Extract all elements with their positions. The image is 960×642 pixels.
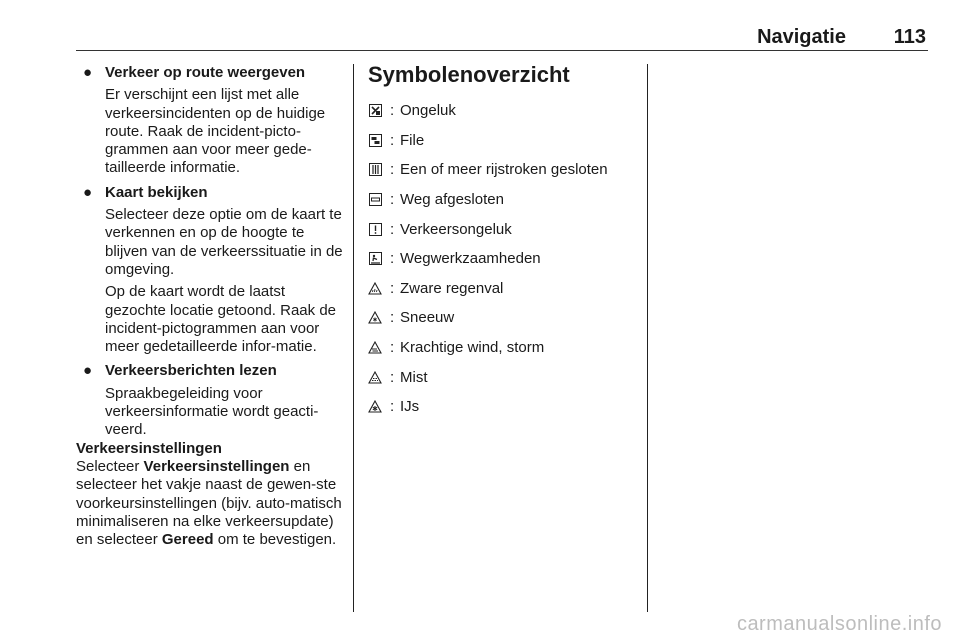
bullet-item — [76, 362, 344, 439]
snow-icon — [368, 311, 382, 325]
symbol-label: Zware regenval — [400, 279, 504, 297]
bullet-title: Verkeer op route weergeven — [105, 64, 306, 81]
symbol-label: Krachtige wind, storm — [400, 339, 545, 357]
ice-icon — [368, 400, 382, 414]
symbol-row: : Krachtige wind, storm — [368, 333, 640, 363]
bullet-item — [76, 64, 344, 178]
section-heading: Verkeersinstellingen — [76, 439, 222, 457]
symbol-row: : Een of meer rijstroken gesloten — [368, 155, 640, 185]
menu-term: Gereed — [161, 531, 214, 549]
symbol-row: : Sneeuw — [368, 303, 640, 333]
symbol-label: Ongeluk — [400, 102, 456, 120]
symbol-label: Weg afgesloten — [400, 191, 504, 209]
settings-paragraph: Selecteer Verkeersinstellingen en selecteer het vakje naast de gewen-ste voorkeursinstellingen (bijv. auto-matisch minimaliseren na elke verkeersupdate) en selecteer Gereed om te bevestigen. — [76, 457, 342, 549]
traffic-incident-icon — [368, 222, 382, 236]
strong-wind-icon — [368, 341, 382, 355]
column-divider — [353, 64, 354, 612]
symbol-label: Een of meer rijstroken gesloten — [400, 161, 608, 179]
bullet-text: Spraakbegeleiding voor verkeersinformatie wordt geacti-veerd. — [105, 384, 319, 439]
symbol-label: IJs — [400, 398, 420, 416]
symbol-row: : Ongeluk — [368, 96, 640, 126]
roadworks-icon — [368, 252, 382, 266]
accident-icon — [368, 104, 382, 118]
bullet-item — [76, 184, 344, 357]
bullet-title: Verkeersberichten lezen — [105, 362, 277, 380]
symbol-label: Sneeuw — [400, 309, 455, 327]
bullet-dot-icon: ● — [83, 362, 93, 380]
bullet-text: Er verschijnt een lijst met alle verkeersincidenten op de huidige route. Raak de incident-picto-grammen aan voor meer gede-tailleerde informatie. — [105, 86, 326, 177]
bullet-dot-icon: ● — [83, 183, 93, 201]
symbol-label: File — [400, 131, 425, 149]
symbol-row: : File — [368, 126, 640, 156]
left-column — [76, 64, 344, 549]
road-closed-icon — [368, 193, 382, 207]
symbol-row: : Wegwerkzaamheden — [368, 244, 640, 274]
fog-icon — [368, 370, 382, 384]
symbol-row: : Verkeersongeluk — [368, 214, 640, 244]
page-header — [76, 24, 928, 51]
symbol-row: : IJs — [368, 392, 640, 422]
symbol-label: Wegwerkzaamheden — [400, 250, 541, 268]
page-number: 113 — [893, 26, 926, 48]
symbol-label: Mist — [400, 368, 428, 386]
symbol-row: : Weg afgesloten — [368, 185, 640, 215]
watermark: carmanualsonline.info — [736, 613, 942, 635]
bullet-title: Kaart bekijken — [105, 183, 208, 201]
symbol-row: : Mist — [368, 362, 640, 392]
section-title: Symbolenoverzicht — [368, 62, 570, 87]
symbols-column — [368, 62, 640, 422]
column-divider — [647, 64, 648, 612]
page-title: Navigatie — [757, 26, 846, 48]
lanes-closed-icon — [368, 163, 382, 177]
symbol-label: Verkeersongeluk — [400, 220, 512, 238]
bullet-text: Op de kaart wordt de laatst gezochte locatie getoond. Raak de incident-pictogrammen aan voor meer gedetailleerde infor-matie. — [105, 283, 336, 356]
heavy-rain-icon — [368, 281, 382, 295]
bullet-text: Selecteer deze optie om de kaart te verkennen en op de hoogte te blijven van de verkeerssituatie in de omgeving. — [105, 206, 343, 278]
traffic-jam-icon — [368, 133, 382, 147]
symbol-row: : Zware regenval — [368, 274, 640, 304]
menu-term: Verkeersinstellingen — [143, 457, 290, 475]
bullet-dot-icon: ● — [83, 64, 93, 81]
